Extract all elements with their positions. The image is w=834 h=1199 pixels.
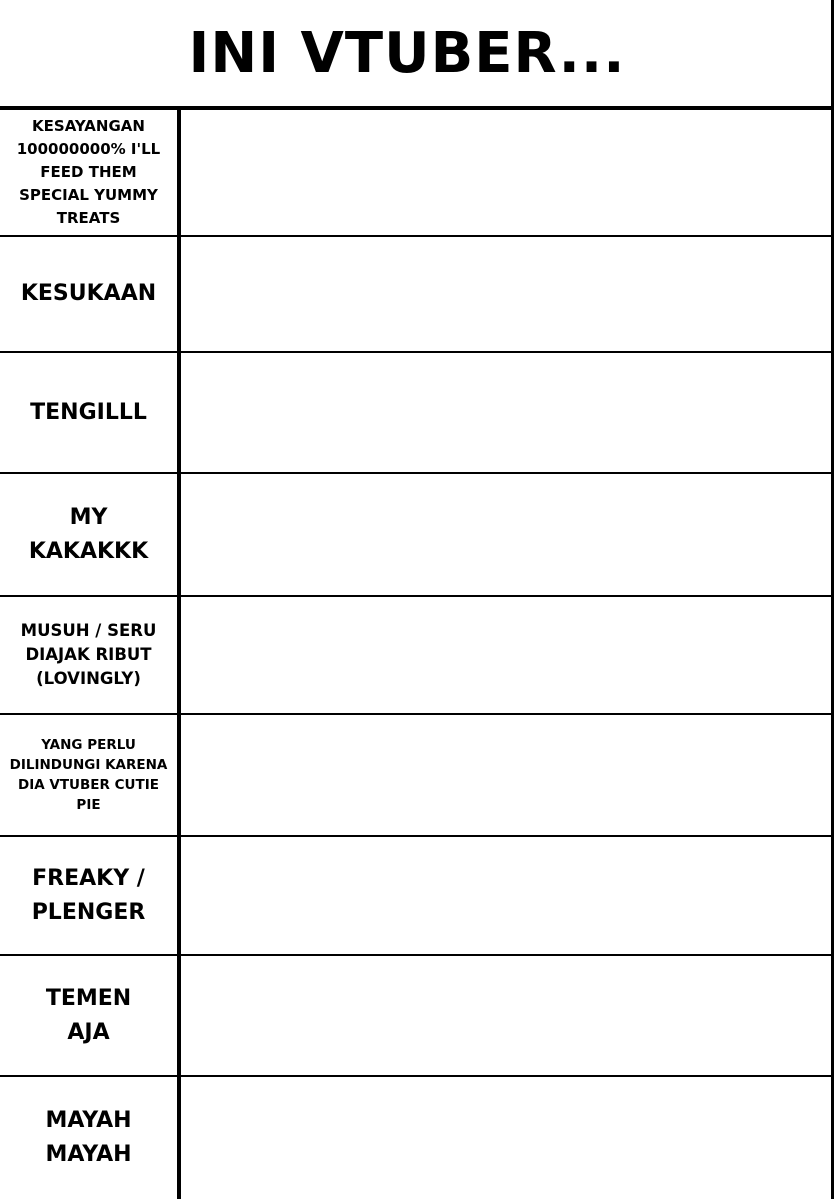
category-cell[interactable]: [181, 956, 831, 1075]
category-label: KESUKAAN: [20, 281, 157, 306]
category-cell[interactable]: [181, 353, 831, 472]
category-label: MY KAKAKKK: [28, 504, 149, 564]
category-row: [0, 237, 834, 351]
title-text: INI VTUBER...: [188, 20, 626, 86]
category-row: [0, 353, 834, 472]
chart-title: [0, 0, 834, 106]
category-cell[interactable]: [181, 837, 831, 954]
category-cell[interactable]: [181, 237, 831, 351]
category-row: [0, 715, 834, 835]
category-label: TENGILLL: [30, 399, 147, 425]
category-label: MAYAH MAYAH: [45, 1108, 132, 1167]
category-row: [0, 597, 834, 713]
category-cell[interactable]: [181, 715, 831, 835]
category-cell[interactable]: [181, 597, 831, 713]
category-label: FREAKY / PLENGER: [31, 865, 146, 925]
category-row: [0, 956, 834, 1075]
category-cell[interactable]: [181, 474, 831, 595]
category-cell[interactable]: [181, 110, 831, 235]
category-cell[interactable]: [181, 1077, 831, 1199]
category-row: [0, 110, 834, 235]
category-label: YANG PERLU DILINDUNGI KARENA DIA VTUBER CUTIE PIE: [9, 737, 168, 813]
category-label: TEMEN AJA: [45, 985, 132, 1045]
category-row: [0, 837, 834, 954]
column-divider: [177, 108, 181, 1199]
category-row: [0, 474, 834, 595]
category-label: KESAYANGAN 100000000% I'LL FEED THEM SPECIAL YUMMY TREATS: [16, 117, 161, 227]
category-label: MUSUH / SERU DIAJAK RIBUT (LOVINGLY): [20, 621, 157, 688]
category-row: [0, 1077, 834, 1199]
